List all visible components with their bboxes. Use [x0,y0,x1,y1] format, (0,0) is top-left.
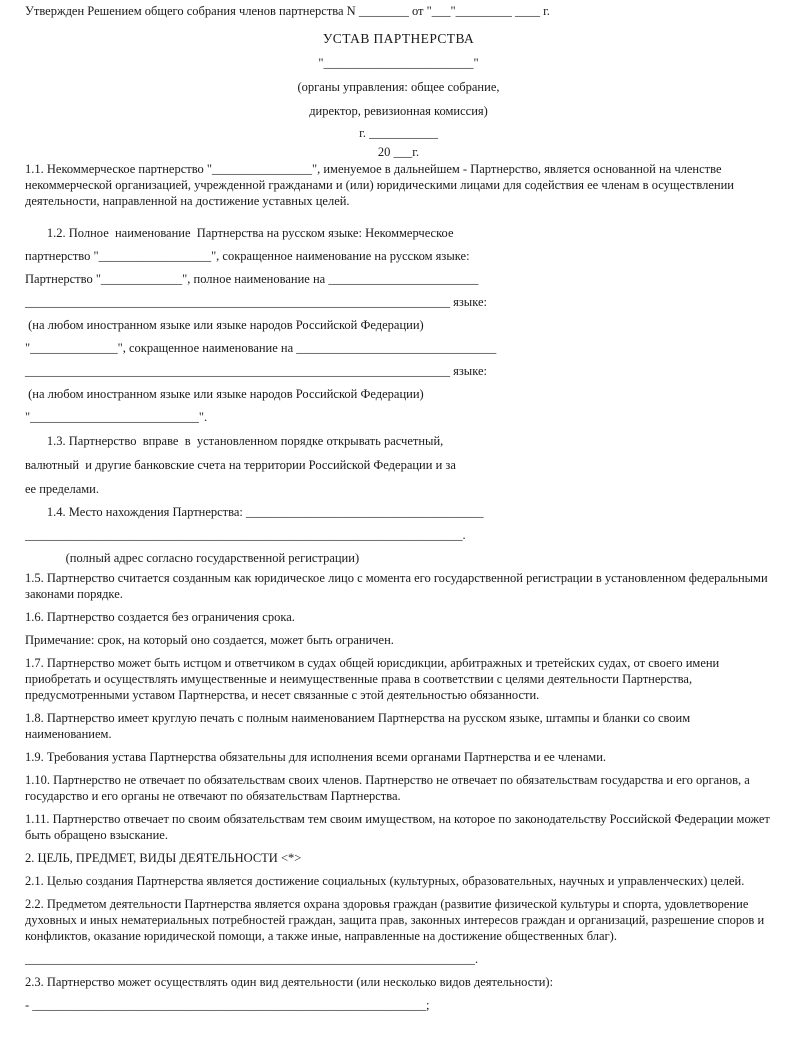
clause-1-3-line: валютный и другие банковские счета на территории Российской Федерации и за [25,458,456,472]
year-blank-line: 20 ___г. [377,145,420,159]
clause-1-9: 1.9. Требования устава Партнерства обязательны для исполнения всеми органами Партнерства и ее членами. [25,750,607,764]
clause-1-5: 1.5. Партнерство считается созданным как юридическое лицо с момента его государственной регистрации в установленном федеральными законами порядке. [25,571,771,601]
clause-1-4-line: 1.4. Место нахождения Партнерства: ______________________________________ [25,505,484,519]
clause-1-6: 1.6. Партнерство создается без ограничения срока. [25,610,295,624]
document-title: УСТАВ ПАРТНЕРСТВА [322,31,475,46]
clause-2-2: 2.2. Предметом деятельности Партнерства является охрана здоровья граждан (развитие физической культуры и спорта, удовлетворение духовных и иных нематериальных потребностей граждан, защита прав, законных интересов граждан и организаций, разрешение споров и конфликтов, оказание юридической помощи, а также иные, направленные на достижение общественных благ). [25,897,768,943]
clause-1-3-line: 1.3. Партнерство вправе в установленном порядке открывать расчетный, [25,434,444,448]
city-blank-line: г. ___________ [359,126,438,140]
clause-1-3-line: ее пределами. [25,482,99,496]
clause-1-2-line: (на любом иностранном языке или языке народов Российской Федерации) [25,387,424,401]
clause-1-7: 1.7. Партнерство может быть истцом и ответчиком в судах общей юрисдикции, арбитражных и третейских судах, от своего имени приобретать и осуществлять имущественные и неимущественные права в соответствии с целями деятельности Партнерства, предусмотренными уставом Партнерства, и несет связанные с этой деятельностью обязанности. [25,656,723,702]
clause-1-11: 1.11. Партнерство отвечает по своим обязательствам тем своим имуществом, на которое по законодательству Российской Федерации может быть обращено взыскание. [25,812,773,842]
clause-1-4-line: ______________________________________________________________________. [25,528,466,542]
title-block [25,27,772,161]
clause-2-3: 2.3. Партнерство может осуществлять один вид деятельности (или несколько видов деятельности): [25,975,554,989]
clause-2-1: 2.1. Целью создания Партнерства является достижение социальных (культурных, образовательных, научных и управленческих) целей. [25,874,745,888]
management-bodies-line-2: директор, ревизионная комиссия) [309,104,488,118]
clause-1-2-line: (на любом иностранном языке или языке народов Российской Федерации) [25,318,424,332]
partnership-name-blank: "________________________" [318,56,479,70]
clause-1-2-line: партнерство "__________________", сокращенное наименование на русском языке: [25,249,470,263]
clause-1-1: 1.1. Некоммерческое партнерство "________________", именуемое в дальнейшем - Партнерство, является основанной на членстве некоммерческой организацией, учрежденной гражданами и (или) юридическими лицами для содействия ее членам в осуществлении деятельности, направленной на достижение уставных целей. [25,162,738,208]
clause-1-3 [25,429,772,501]
clause-1-2-line: "______________", сокращенное наименование на ________________________________ [25,341,497,355]
clause-1-4-line: (полный адрес согласно государственной регистрации) [25,551,360,565]
clause-1-4 [25,501,772,570]
management-bodies-line-1: (органы управления: общее собрание, [297,80,500,94]
approval-line: Утвержден Решением общего собрания членов партнерства N ________ от "___"_________ ____ г. [25,4,550,18]
clause-1-10: 1.10. Партнерство не отвечает по обязательствам своих членов. Партнерство не отвечает по обязательствам государства и его органов, а государство и его органы не отвечают по обязательствам Партнерства. [25,773,753,803]
clause-1-2-line: Партнерство "_____________", полное наименование на ________________________ [25,272,479,286]
section-2-heading: 2. ЦЕЛЬ, ПРЕДМЕТ, ВИДЫ ДЕЯТЕЛЬНОСТИ <*> [25,851,302,865]
activity-item-blank-line: - _______________________________________________________________; [25,998,430,1012]
clause-1-8: 1.8. Партнерство имеет круглую печать с полным наименованием Партнерства на русском языке, штампы и бланки со своим наименованием. [25,711,694,741]
clause-1-2-line: 1.2. Полное наименование Партнерства на русском языке: Некоммерческое [25,226,454,240]
fill-in-blank-line: ________________________________________________________________________. [25,952,479,966]
clause-1-2-line: ____________________________________________________________________ языке: [25,295,487,309]
clause-1-2 [25,222,772,429]
clause-1-2-line: "___________________________". [25,410,208,424]
clause-1-2-line: ____________________________________________________________________ языке: [25,364,487,378]
clause-note: Примечание: срок, на который оно создается, может быть ограничен. [25,633,394,647]
